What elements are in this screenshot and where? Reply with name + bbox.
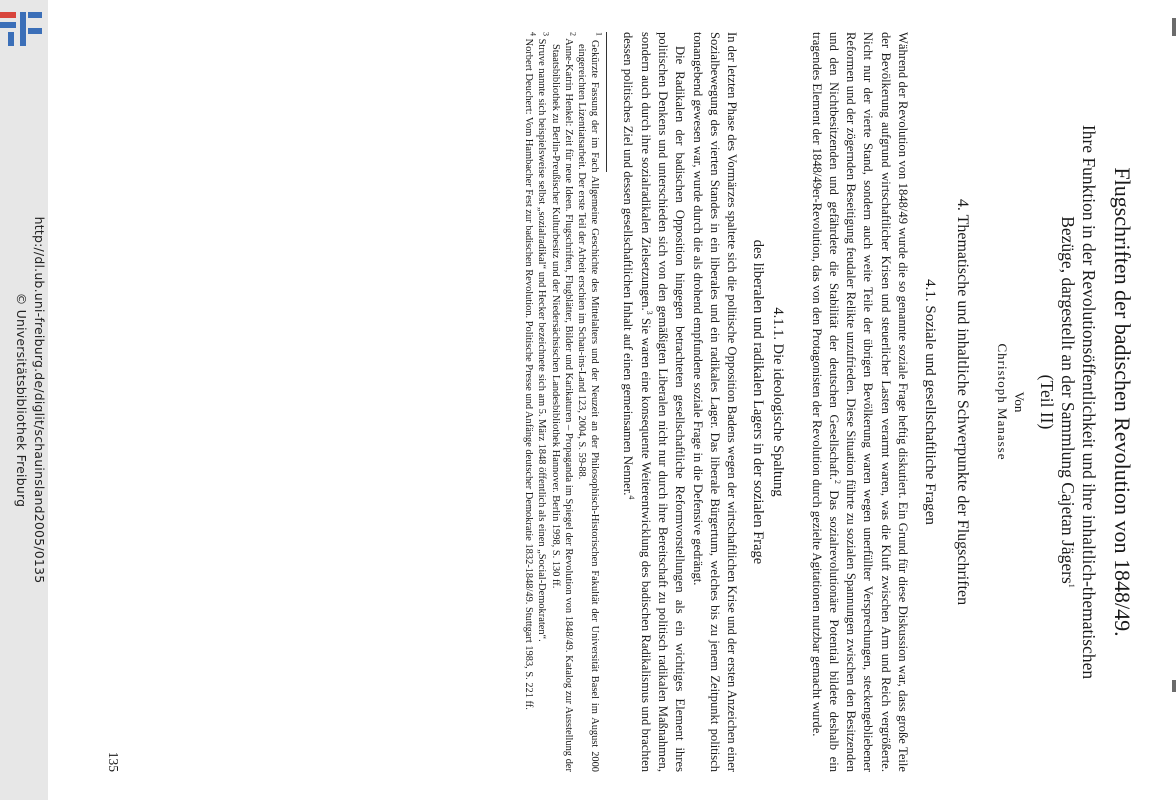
footnote: $^2$ Anne-Katrin Henkel: Zeit für neue Ideen. Flugschriften, Flugblätter, Bilder und Karikaturen – Propaganda im Spiegel der Revolution von 1848/49. Katalog zur Ausstellung der Staatsbibliothek zu Berlin-Preußischer Kulturbesitz und der Niedersächsischen Landesbibliothek Hannover. Berlin 1998, S. 130 ff. [549, 32, 578, 772]
footnote-ref[interactable]: 1 [1066, 583, 1076, 588]
footnote: $^4$ Norbert Deuchert: Vom Hambacher Fest zur badischen Revolution. Politische Presse und Anfänge deutscher Demokratie 1832-1848/49. Stuttgart 1983, S. 221 ff. [523, 32, 538, 710]
page-number: 135 [106, 751, 121, 772]
scanned-page [50, 0, 1176, 800]
subsubsection-heading-line-1: 4.1.1. Die ideologische Spaltung [770, 307, 787, 497]
sidebar-text [0, 0, 48, 800]
paragraph-3: Die Radikalen der badischen Opposition hingegen betrachteten gesellschaftliche Reformvorstellungen als ein wichtiges Element ihres politischen Denkens und unterschieden sich von den gemäßigten Liberalen nicht nur durch ihre Bereitschaft zu politisch radikalen Maßnahmen, sondern auch durch ihre sozialradikalen Zielsetzungen.$^3$ Sie waren eine konsequente Weiterentwicklung des badischen Radikalismus und brachten dessen politisches Ziel und dessen gesellschaftlichen Inhalt auf einen gemeinsamen Nenner.$^4$ [621, 32, 688, 773]
paragraph-2: In der letzten Phase des Vormärzes spaltete sich die politische Opposition Badens wegen der wirtschaftlichen Krise und der ersten Anzeichen einer Sozialbewegung des vierten Standes in ein liberales und ein radikales Lager. Das liberale Bürgertum, welches bis zu jenem Zeitpunkt politisch tonangebend gewesen war, wurde durch die als drohend empfundene soziale Frage in die Defensive gedrängt. [690, 32, 740, 772]
subsection-heading: 4.1. Soziale und gesellschaftliche Fragen [922, 279, 938, 525]
document-url-link[interactable]: http://dl.ub.uni-freiburg.de/diglit/schauinsland2005/0135 [32, 216, 47, 584]
copyright-notice: © Universitätsbibliothek Freiburg [14, 292, 29, 508]
footnote-ref[interactable]: 3 [644, 310, 654, 315]
article-subtitle-line-3: (Teil II) [1037, 374, 1057, 430]
section-heading: 4. Thematische und inhaltliche Schwerpunkte der Flugschriften [954, 198, 971, 606]
article-title: Flugschriften der badischen Revolution von 1848/49. [1110, 167, 1135, 637]
subsubsection-heading-line-2: des liberalen und radikalen Lagers in der sozialen Frage [750, 239, 767, 565]
author-name: Christoph Manasse [995, 343, 1010, 461]
byline: Von [1012, 391, 1027, 413]
sidebar [0, 0, 48, 800]
article-subtitle-line-2: Bezüge, dargestellt an der Sammlung Cajetan Jägers$^1$ [1058, 216, 1078, 588]
footnote-ref[interactable]: 2 [833, 479, 842, 484]
footnote: $^1$ Gekürzte Fassung der im Fach Allgemeine Geschichte des Mittelalters und der Neuzeit an der Philosophisch-Historischen Fakultät der Universität Basel im August 2000 eingereichten Lizentiatsarbeit. Der erste Teil der Arbeit erschien im Schau-ins-Land 123, 2004, S. 59-88. [575, 32, 604, 772]
footnote-divider [606, 32, 607, 172]
footnote-ref[interactable]: 4 [627, 495, 637, 500]
paragraph-1: Während der Revolution von 1848/49 wurde die so genannte soziale Frage heftig diskutiert. Ein Grund für diese Diskussion war, dass große Teile der Bevölkerung aufgrund wirtschaftlicher Krisen und steuerlicher Lasten verarmt waren, was die Kluft zwischen Arm und Reich vergrößerte. Nicht nur der vierte Stand, sondern auch weite Teile der übrigen Bevölkerung waren wegen unerfüllter Versprechungen, steckengebliebener Reformen und der zögernden Beseitigung feudaler Relikte unzufrieden. Diese Situation führte zu sozialen Spannungen zwischen den Besitzenden und den Nichtbesitzenden und gefährdete die Stabilität der deutschen Gesellschaft.$^2$ Das sozialrevolutionäre Potential bildete deshalb ein tragendes Element der 1848/49er-Revolution, das von den Protagonisten der Revolution durch gezielte Agitationen nutzbar gemacht wurde. [809, 32, 910, 772]
article-subtitle-line-1: Ihre Funktion in der Revolutionsöffentlichkeit und ihre inhaltlich-thematischen [1079, 124, 1099, 680]
footnote: $^3$ Struve nannte sich beispielsweise selbst „sozialradikal“ und Hecker bezeichnete sich am 5. März 1848 öffentlich als einen „Social-Demokraten“. [536, 32, 551, 642]
rotated-page-content [50, 0, 1176, 800]
